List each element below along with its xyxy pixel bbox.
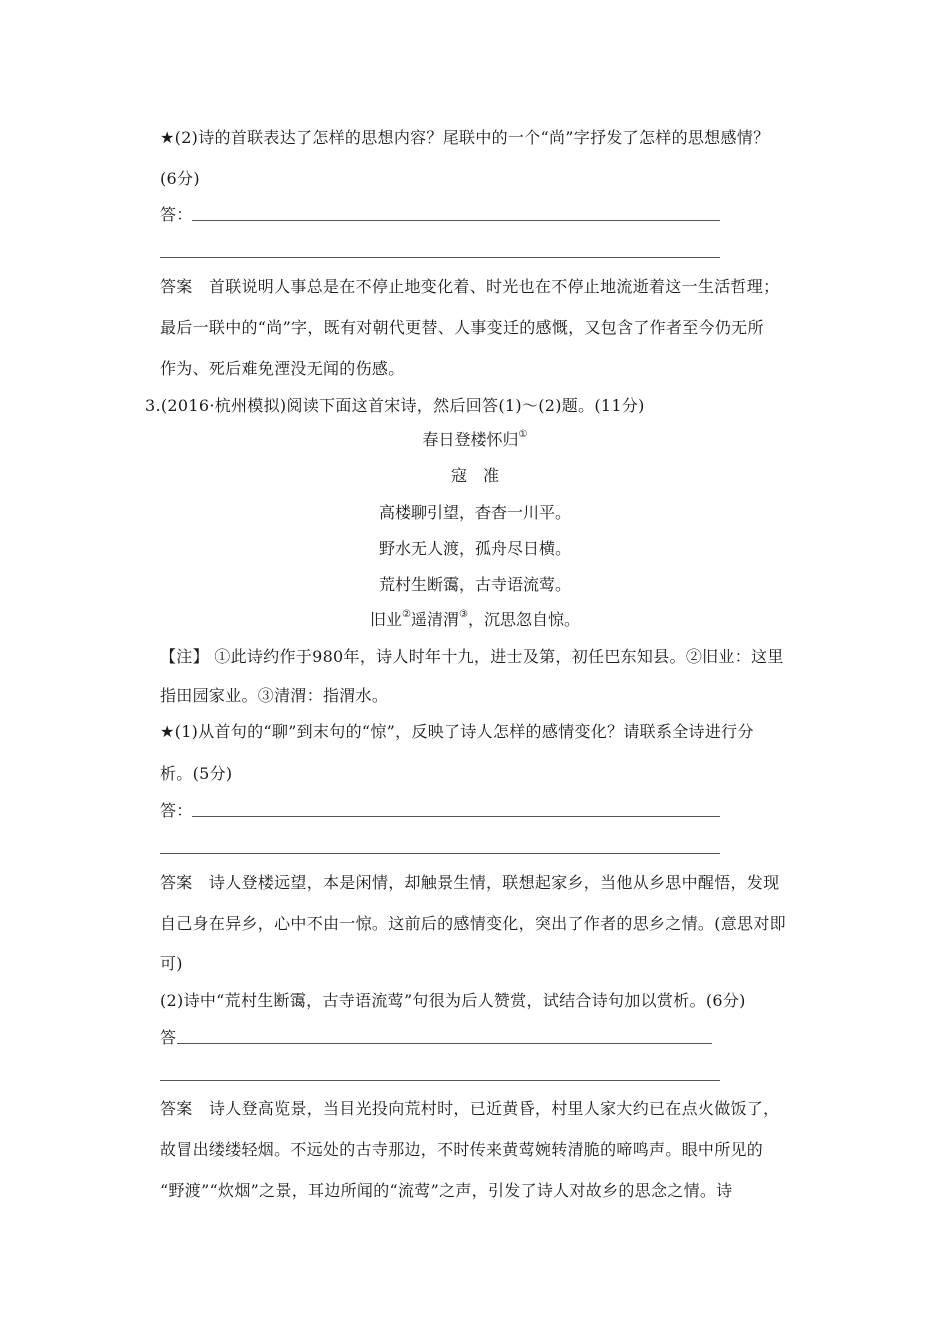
answer-text-line: 答案 首联说明人事总是在不停止地变化着、时光也在不停止地流逝着这一生活哲理； bbox=[160, 277, 780, 296]
poem-line bbox=[0, 610, 950, 630]
question-3-heading: 3.(2016·杭州模拟)阅读下面这首宋诗，然后回答(1)～(2)题。(11分) bbox=[145, 396, 645, 415]
answer-text-line: 答案 诗人登高览景，当目光投向荒村时，已近黄昏，村里人家大约已在点火做饭了， bbox=[160, 1099, 780, 1118]
poem-line-part: 旧业 bbox=[370, 610, 403, 629]
sub-question-2-text: (2)诗中“荒村生断霭，古寺语流莺”句很为后人赞赏，试结合诗句加以赏析。(6分) bbox=[160, 991, 746, 1010]
answer-blank-line[interactable] bbox=[177, 1043, 712, 1044]
question-2-text: (2)诗的首联表达了怎样的思想内容？尾联中的一个“尚”字抒发了怎样的思想感情？ bbox=[174, 128, 770, 147]
answer-text-line: 可) bbox=[160, 954, 183, 973]
poem-title-text: 春日登楼怀归 bbox=[422, 430, 519, 449]
poem-line-part: ，沉思忽自惊。 bbox=[467, 610, 580, 629]
sub-question-1-text: 析。(5分) bbox=[160, 764, 233, 783]
answer-blank-line[interactable] bbox=[160, 1080, 720, 1081]
poem-note-line: 【注】 ①此诗约作于980年，诗人时年十九，进士及第，初任巴东知县。②旧业：这里 bbox=[160, 647, 784, 666]
answer-text-line: “野渡”“炊烟”之景，耳边所闻的“流莺”之声，引发了诗人对故乡的思念之情。诗 bbox=[160, 1181, 733, 1200]
answer-label: 答 bbox=[160, 1028, 177, 1047]
answer-label: 答： bbox=[160, 205, 193, 224]
footnote-marker: ① bbox=[518, 428, 528, 440]
poem-author: 寇 准 bbox=[450, 466, 499, 485]
answer-blank-line[interactable] bbox=[160, 853, 720, 854]
sub-question-1-line bbox=[160, 722, 754, 742]
answer-blank-line[interactable] bbox=[192, 220, 720, 221]
star-icon: ★ bbox=[160, 128, 175, 147]
poem-title bbox=[0, 430, 950, 450]
answer-blank-line[interactable] bbox=[192, 816, 720, 817]
answer-text-line: 作为、死后难免湮没无闻的伤感。 bbox=[160, 359, 405, 378]
answer-text-line: 答案 诗人登楼远望，本是闲情，却触景生情，联想起家乡，当他从乡思中醒悟，发现 bbox=[160, 873, 780, 892]
star-icon: ★ bbox=[160, 722, 175, 741]
answer-text-line: 故冒出缕缕轻烟。不远处的古寺那边，不时传来黄莺婉转清脆的啼鸣声。眼中所见的 bbox=[160, 1140, 764, 1159]
answer-text-line: 最后一联中的“尚”字，既有对朝代更替、人事变迁的感慨，又包含了作者至今仍无所 bbox=[160, 318, 764, 337]
sub-question-1-text: (1)从首句的“聊”到末句的“惊”，反映了诗人怎样的感情变化？请联系全诗进行分 bbox=[174, 722, 754, 741]
poem-note-line: 指田园家业。③清渭：指渭水。 bbox=[160, 686, 389, 705]
poem-line: 荒村生断霭，古寺语流莺。 bbox=[378, 575, 571, 594]
answer-label: 答： bbox=[160, 801, 193, 820]
question-2-points: (6分) bbox=[160, 169, 200, 188]
footnote-marker: ② bbox=[402, 608, 411, 620]
footnote-marker: ③ bbox=[459, 608, 468, 620]
answer-blank-line[interactable] bbox=[160, 257, 720, 258]
poem-line-part: 遥清渭 bbox=[410, 610, 459, 629]
poem-line: 野水无人渡，孤舟尽日横。 bbox=[378, 539, 571, 558]
answer-text-line: 自己身在异乡，心中不由一惊。这前后的感情变化，突出了作者的思乡之情。(意思对即 bbox=[160, 914, 786, 933]
poem-line: 高楼聊引望，杳杳一川平。 bbox=[378, 503, 571, 522]
question-2-line bbox=[160, 128, 769, 148]
